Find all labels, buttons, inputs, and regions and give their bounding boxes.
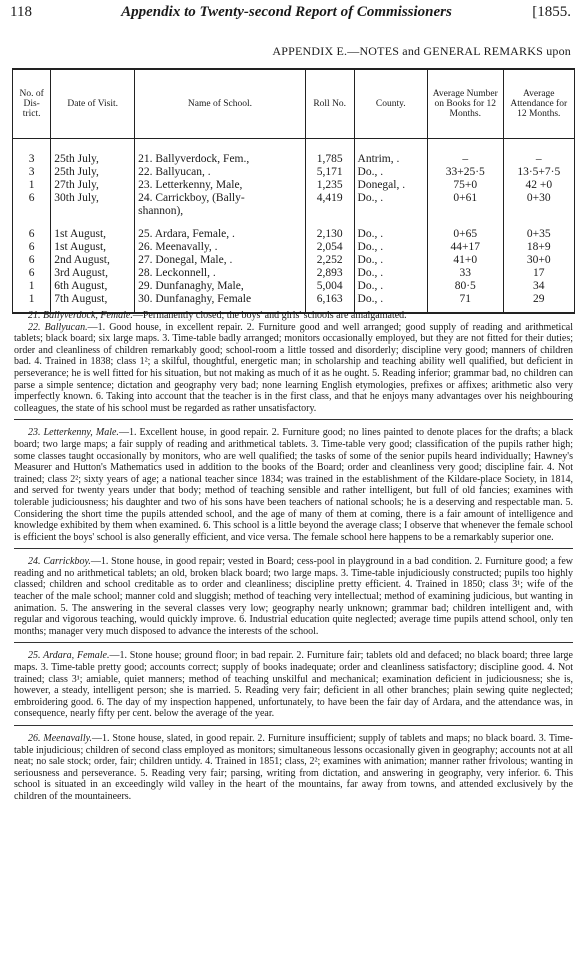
cell-books: 33: [427, 267, 503, 280]
cell-roll: 2,130: [305, 218, 354, 241]
remark-paragraph: [14, 733, 573, 803]
table-row: [13, 267, 575, 280]
cell-school: 22. Ballyucan, .: [135, 166, 306, 179]
remark-paragraph: [14, 556, 573, 637]
cell-date: 3rd August,: [51, 267, 135, 280]
cell-district: 3: [13, 166, 51, 179]
cell-books: –: [427, 139, 503, 167]
table-row: [13, 166, 575, 179]
cell-attendance: 13·5+7·5: [503, 166, 574, 179]
cell-books: [427, 205, 503, 218]
table-row: [13, 139, 575, 167]
cell-county: Do., .: [354, 254, 427, 267]
cell-school: 30. Dunfanaghy, Female: [135, 293, 306, 313]
cell-attendance: 0+35: [503, 218, 574, 241]
cell-roll: 5,004: [305, 280, 354, 293]
remark-school-name: 26. Meenavally.: [28, 733, 93, 744]
cell-books: 71: [427, 293, 503, 313]
header-books: Average Number on Books for 12 Months.: [427, 69, 503, 139]
page-year: [1855.: [532, 3, 571, 20]
cell-attendance: 30+0: [503, 254, 574, 267]
header-county: County.: [354, 69, 427, 139]
cell-district: 3: [13, 139, 51, 167]
cell-attendance: [503, 205, 574, 218]
cell-attendance: 18+9: [503, 241, 574, 254]
cell-county: Do., .: [354, 166, 427, 179]
page-number: 118: [10, 3, 32, 20]
cell-county: Do., .: [354, 192, 427, 205]
cell-roll: 2,893: [305, 267, 354, 280]
remark-text: —1. Excellent house, in good repair. 2. Furniture good; no lines painted to denote places for the drafts; a black board; two large maps; a fair supply of reading and arithmetical tablets. 3. Time-table very good; classification of the pupils rather high; some classes taught occasionally by monitors, who are well qualified; the tasks of some of the senior pupils heard individually; Hawney's Measurer and Hutton's Mathematics used in addition to the books of the Board; order and cleanliness very good; discipline fair. 4. Not trained; class 2²; sixty years of age; a national teacher since 1834; was trained in the establishment of the Kildare-place Society, in 1814, and served for twenty years under that body; method of teaching sensible and rather intelligent, but full of old fancies; examines with tolerable judiciousness; his daughter and two of his sons have been teachers of national schools; he is a deserving and respectable man. 5. Considering the short time the pupils attended school, and the age of many of them at coming, there is a fair amount of intelligence and knowledge exhibited by them when examined. 6. This school is a little beyond the average class; I observe that whenever the female school is efficient the boys' school is also generally efficient, and vice versa. The female school here happens to be a remarkably superior one.: [14, 427, 573, 543]
schools-table: [12, 68, 575, 314]
cell-date: 30th July,: [51, 192, 135, 205]
cell-roll: 2,252: [305, 254, 354, 267]
cell-books: 41+0: [427, 254, 503, 267]
appendix-subheading: APPENDIX E.—NOTES and GENERAL REMARKS upon: [272, 44, 571, 58]
remark-paragraph: [14, 322, 573, 415]
cell-district: 1: [13, 280, 51, 293]
cell-date: 27th July,: [51, 179, 135, 192]
cell-attendance: 17: [503, 267, 574, 280]
running-header: [10, 0, 571, 24]
table-row: [13, 241, 575, 254]
cell-school: shannon),: [135, 205, 306, 218]
remark-text: —1. Stone house, slated, in good repair. 2. Furniture insufficient; supply of tablets and maps; no black board. 3. Time-table injudicious; children of second class employed as monitors; simultaneous lessons occasionally given in geography; accounts not at all neat; no sale stock; order, fair; children untidy. 4. Trained in 1851; class, 2²; examines with animation; manner rather frivolous; wanting in seriousness and perseverance. 5. Reading very fair; parsing, writing from dictation, and answering in geography, very inferior. 6. This school is situated in an exceedingly wild valley in the heart of the mountains, far away from towns, and attended exclusively by the children of the mountaineers.: [14, 733, 573, 802]
cell-school: 26. Meenavally, .: [135, 241, 306, 254]
table-row: [13, 254, 575, 267]
remark-text: —1. Stone house, in good repair; vested in Board; cess-pool in playground in a bad condition. 2. Furniture good; a few reading and no arithmetical tablets; an old, broken black board; two large maps. 3. Time-table injudiciously constructed; pupils too highly classed; children and school creditable as to order and cleanliness; discipline pretty efficient. 4. Trained in 1850; class 3¹; wife of the teacher of the male school; manner cold and sluggish; method of teaching very intellectual; method of examining judicious, but wanting in animation. 5. The answering in the several classes very low; geography nearly unknown; grammar bad; children intelligent and, with regular and vigorous teaching, would quickly improve. 6. Industrial education quite neglected; average time pupils attend school, only ten months; manager very much disposed to advance the interests of the school.: [14, 556, 574, 637]
cell-date: 2nd August,: [51, 254, 135, 267]
remark-paragraph: [14, 310, 573, 322]
table-row: [13, 179, 575, 192]
cell-attendance: –: [503, 139, 574, 167]
cell-date: 1st August,: [51, 218, 135, 241]
cell-date: 6th August,: [51, 280, 135, 293]
cell-district: 6: [13, 241, 51, 254]
cell-county: Donegal, .: [354, 179, 427, 192]
cell-date: 25th July,: [51, 166, 135, 179]
cell-roll: 1,785: [305, 139, 354, 167]
section-divider: [14, 725, 573, 726]
cell-district: 1: [13, 293, 51, 313]
header-date: Date of Visit.: [51, 69, 135, 139]
cell-date: 25th July,: [51, 139, 135, 167]
remark-school-name: 23. Letterkenny, Male.: [28, 427, 119, 439]
cell-attendance: 42 +0: [503, 179, 574, 192]
table-header-row: [13, 69, 575, 139]
header-school: Name of School.: [135, 69, 306, 139]
cell-roll: 5,171: [305, 166, 354, 179]
cell-county: Do., .: [354, 241, 427, 254]
table-row: [13, 192, 575, 205]
cell-district: 6: [13, 192, 51, 205]
cell-attendance: 29: [503, 293, 574, 313]
cell-school: 27. Donegal, Male, .: [135, 254, 306, 267]
remark-school-name: 24. Carrickboy.: [28, 556, 91, 568]
section-divider: [14, 419, 573, 420]
cell-county: Antrim, .: [354, 139, 427, 167]
remark-text: —Permanently closed; the boys' and girls' schools are amalgamated.: [132, 310, 407, 321]
cell-roll: 6,163: [305, 293, 354, 313]
page-title: Appendix to Twenty-second Report of Commissioners: [121, 3, 452, 20]
cell-school: 29. Dunfanaghy, Male,: [135, 280, 306, 293]
cell-county: Do., .: [354, 280, 427, 293]
cell-county: [354, 205, 427, 218]
remark-text: —1. Stone house; ground floor; in bad repair. 2. Furniture fair; tablets old and defaced; no black board; three large maps. 3. Time-table pretty good; accounts correct; supply of books inadequate; order and cleanliness satisfactory; discipline good. 4. Not trained; class 3¹; amiable, quiet manners; method of teaching unskilful and mechanical; examination deficient in judiciousness; she is, however, a steady, intelligent person; she is married. 5. Reading very fair; deficient in all other branches; plain sewing quite neglected; embroidering good. 6. The day of my inspection happened, unfortunately, to have been the fair day of Ardara, and the attendance was, in consequence, nearly fifty per cent. below the average of the year.: [14, 650, 573, 720]
header-roll: Roll No.: [305, 69, 354, 139]
cell-books: 0+65: [427, 218, 503, 241]
cell-books: 33+25·5: [427, 166, 503, 179]
cell-books: 0+61: [427, 192, 503, 205]
cell-district: 6: [13, 254, 51, 267]
cell-county: Do., .: [354, 218, 427, 241]
cell-books: 75+0: [427, 179, 503, 192]
cell-attendance: 0+30: [503, 192, 574, 205]
cell-date: [51, 205, 135, 218]
cell-books: 44+17: [427, 241, 503, 254]
section-divider: [14, 642, 573, 643]
table-row: [13, 280, 575, 293]
cell-district: 6: [13, 218, 51, 241]
remark-paragraph: [14, 650, 573, 720]
remark-paragraph: [14, 427, 573, 543]
cell-school: 21. Ballyverdock, Fem.,: [135, 139, 306, 167]
remark-school-name: 22. Ballyucan.: [28, 321, 88, 333]
remark-text: —1. Good house, in excellent repair. 2. Furniture good and well arranged; good supply of reading and arithmetical tablets; black board; six large maps. 3. Time-table badly arranged; monitors occasionally employed, but they are not fitted for their duties; order and cleanliness of children remarkably good; school-room a little tossed and disorderly; discipline very good; manners of children bad. 4. Trained in 1838; class 1²; a skilful, thoughtful, energetic man; in scholarship and teaching ability well qualified, but deficient in perseverance; he is well fitted for his situation, but not making as much of it as he ought. 5. Reading inferior; grammar bad, no children can parse a simple sentence; dictation and geography very bad; none learning English etymologies, prefixes or affixes; arithmetic also very imperfectly known. 6. Taking into account that the teacher is in the first class, and that he enjoys many advantages over his neighbouring colleagues, the state of his school must be regarded as rather unsatisfactory.: [14, 321, 573, 414]
table-row: [13, 205, 575, 218]
remarks-section: [14, 300, 573, 803]
cell-district: 1: [13, 179, 51, 192]
cell-school: 25. Ardara, Female, .: [135, 218, 306, 241]
cell-school: 23. Letterkenny, Male,: [135, 179, 306, 192]
cell-county: Do., .: [354, 267, 427, 280]
remark-school-name: 21. Ballyverdock, Female.: [28, 310, 133, 321]
cell-attendance: 34: [503, 280, 574, 293]
cell-roll: 2,054: [305, 241, 354, 254]
cell-roll: 4,419: [305, 192, 354, 205]
cell-school: 28. Leckonnell, .: [135, 267, 306, 280]
cell-books: 80·5: [427, 280, 503, 293]
remark-school-name: 25. Ardara, Female.: [28, 650, 110, 662]
cell-district: [13, 205, 51, 218]
cell-roll: 1,235: [305, 179, 354, 192]
cell-roll: [305, 205, 354, 218]
cell-date: 1st August,: [51, 241, 135, 254]
cell-county: Do., .: [354, 293, 427, 313]
cell-school: 24. Carrickboy, (Bally-: [135, 192, 306, 205]
table-row: [13, 218, 575, 241]
header-district: No. of Dis- trict.: [13, 69, 51, 139]
cell-district: 6: [13, 267, 51, 280]
section-divider: [14, 548, 573, 549]
cell-date: 7th August,: [51, 293, 135, 313]
header-attendance: Average Attendance for 12 Months.: [503, 69, 574, 139]
